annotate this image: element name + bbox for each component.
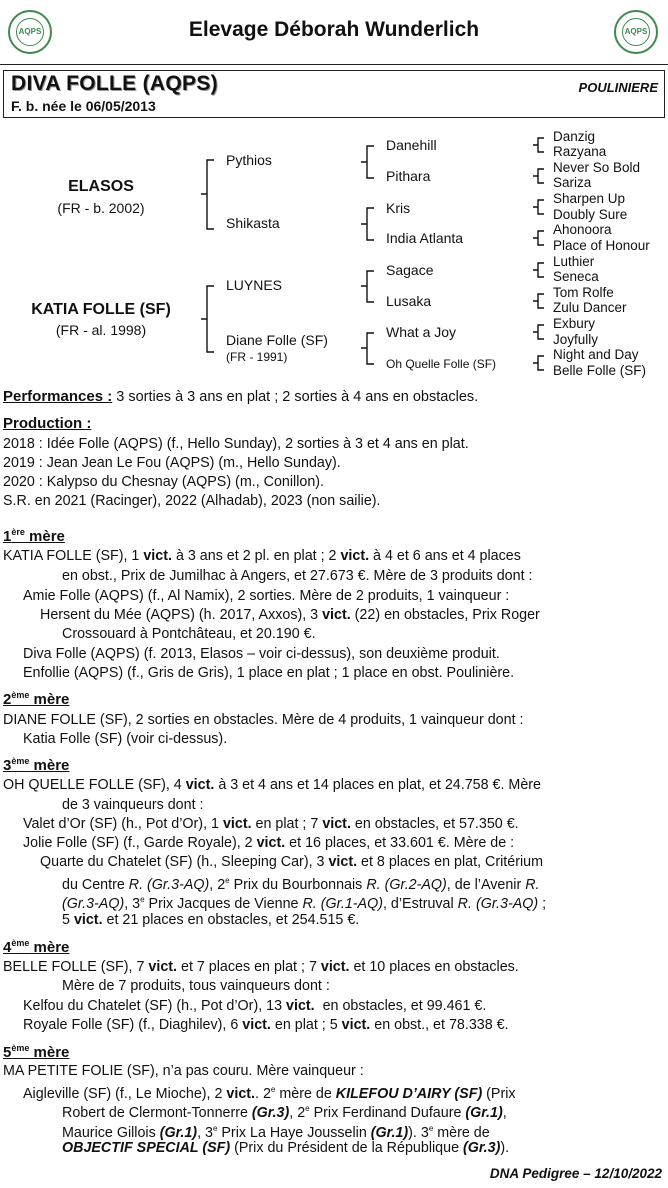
section-mere: 3ème mère xyxy=(3,756,70,774)
horse-type: POULINIERE xyxy=(578,80,658,95)
page-title: Elevage Déborah Wunderlich xyxy=(188,18,480,41)
mere-text: Enfollie (AQPS) (f., Gris de Gris), 1 place en plat ; 1 place en obst. Poulinière. xyxy=(23,665,515,681)
g4-horse: Razyana xyxy=(553,144,607,159)
production-line: 2019 : Jean Jean Le Fou (AQPS) (m., Hello Sunday). xyxy=(3,455,341,471)
mere-text: Aigleville (SF) (f., Le Mioche), 2 vict.. 2e mère de KILEFOU D’AIRY (SF) (Prix xyxy=(23,1085,516,1102)
g4-horse: Belle Folle (SF) xyxy=(553,363,647,378)
dam-name: KATIA FOLLE (SF) xyxy=(31,301,171,318)
production-label: Production : xyxy=(3,415,92,432)
g4-horse: Ahonoora xyxy=(553,222,612,237)
g4-horse: Exbury xyxy=(553,316,596,331)
mere-text: Quarte du Chatelet (SF) (h., Sleeping Car), 3 vict. et 8 places en plat, Critérium xyxy=(40,854,544,870)
mere-text: de 3 vainqueurs dont : xyxy=(62,797,204,813)
g3-horse: Danehill xyxy=(386,137,437,153)
g3-horse: Oh Quelle Folle (SF) xyxy=(386,357,497,371)
mere-text: Amie Folle (AQPS) (f., Al Namix), 2 sorties. Mère de 2 produits, 1 vainqueur : xyxy=(23,588,510,604)
g2-horse-info: (FR - 1991) xyxy=(226,350,288,364)
g4-horse: Never So Bold xyxy=(553,160,641,175)
section-mere: 1ère mère xyxy=(3,527,65,545)
mere-text: Robert de Clermont-Tonnerre (Gr.3), 2e Prix Ferdinand Dufaure (Gr.1), xyxy=(62,1104,507,1121)
section-mere: 5ème mère xyxy=(3,1043,70,1061)
mere-text: OBJECTIF SPECIAL (SF) (Prix du Président de la République (Gr.3)). xyxy=(62,1140,510,1156)
mere-text: en obst., Prix de Jumilhac à Angers, et 27.673 €. Mère de 3 produits dont : xyxy=(62,568,533,584)
g4-horse: Night and Day xyxy=(553,347,639,362)
g3-horse: Lusaka xyxy=(386,293,432,309)
performances-text: 3 sorties à 3 ans en plat ; 2 sorties à 4 ans en obstacles. xyxy=(116,389,479,405)
sire-info: (FR - b. 2002) xyxy=(57,200,145,216)
mere-text: OH QUELLE FOLLE (SF), 4 vict. à 3 et 4 ans et 14 places en plat, et 24.758 €. Mère xyxy=(3,777,542,793)
section-mere: 4ème mère xyxy=(3,938,70,956)
production-line: 2020 : Kalypso du Chesnay (AQPS) (m., Conillon). xyxy=(3,474,325,490)
mere-text: Royale Folle (SF) (f., Diaghilev), 6 vict. en plat ; 5 vict. en obst., et 78.338 €. xyxy=(23,1017,509,1033)
g4-horse: Sariza xyxy=(553,175,592,190)
mere-text: Crossouard à Pontchâteau, et 20.190 €. xyxy=(62,626,316,642)
mere-text: Katia Folle (SF) (voir ci-dessus). xyxy=(23,731,228,747)
production-line: 2018 : Idée Folle (AQPS) (f., Hello Sunday), 2 sorties à 3 et 4 ans en plat. xyxy=(3,436,469,452)
horse-name: DIVA FOLLE (AQPS) xyxy=(11,72,218,95)
section-mere: 2ème mère xyxy=(3,690,70,708)
mere-text: Jolie Folle (SF) (f., Garde Royale), 2 vict. et 16 places, et 33.601 €. Mère de : xyxy=(23,835,515,851)
mere-text: Valet d’Or (SF) (h., Pot d’Or), 1 vict. en plat ; 7 vict. en obstacles, et 57.350 €. xyxy=(23,816,519,832)
mere-text: Kelfou du Chatelet (SF) (h., Pot d’Or), 13 vict. en obstacles, et 99.461 €. xyxy=(23,998,487,1014)
g4-horse: Tom Rolfe xyxy=(553,285,614,300)
g4-horse: Zulu Dancer xyxy=(553,300,627,315)
logo-right-text: AQPS xyxy=(622,18,650,46)
g3-horse: What a Joy xyxy=(386,324,457,340)
logo-left-text: AQPS xyxy=(16,18,44,46)
mere-text: Hersent du Mée (AQPS) (h. 2017, Axxos), 3 vict. (22) en obstacles, Prix Roger xyxy=(40,607,540,623)
g4-horse: Luthier xyxy=(553,254,595,269)
g4-horse: Danzig xyxy=(553,129,596,144)
g2-horse: Pythios xyxy=(226,152,272,168)
mere-text: Mère de 7 produits, tous vainqueurs dont : xyxy=(62,978,330,994)
mere-text: BELLE FOLLE (SF), 7 vict. et 7 places en plat ; 7 vict. et 10 places en obstacles. xyxy=(3,959,519,975)
mere-text: Maurice Gillois (Gr.1), 3e Prix La Haye Jousselin (Gr.1)). 3e mère de xyxy=(62,1124,490,1141)
dam-info: (FR - al. 1998) xyxy=(55,322,147,338)
g2-horse: Diane Folle (SF) xyxy=(226,332,328,348)
mere-text: du Centre R. (Gr.3-AQ), 2e Prix du Bourbonnais R. (Gr.2-AQ), de l’Avenir R. xyxy=(62,876,540,893)
performances xyxy=(3,388,478,406)
sire-name: ELASOS xyxy=(68,178,134,195)
footer-credit: DNA Pedigree – 12/10/2022 xyxy=(489,1166,662,1181)
mere-text: DIANE FOLLE (SF), 2 sorties en obstacles. Mère de 4 produits, 1 vainqueur dont : xyxy=(3,712,524,728)
g3-horse: Pithara xyxy=(386,168,431,184)
g3-horse: India Atlanta xyxy=(386,230,464,246)
g4-horse: Place of Honour xyxy=(553,238,650,253)
horse-details: F. b. née le 06/05/2013 xyxy=(11,98,156,114)
performances-label: Performances : xyxy=(3,388,113,405)
mere-text: (Gr.3-AQ), 3e Prix Jacques de Vienne R. (Gr.1-AQ), d’Estruval R. (Gr.3-AQ) ; xyxy=(62,895,547,912)
g4-horse: Seneca xyxy=(553,269,599,284)
mere-text: 5 vict. et 21 places en obstacles, et 254.515 €. xyxy=(62,912,360,928)
g2-horse: LUYNES xyxy=(226,277,283,293)
mere-text: KATIA FOLLE (SF), 1 vict. à 3 ans et 2 pl. en plat ; 2 vict. à 4 et 6 ans et 4 places xyxy=(3,548,521,564)
production-line: S.R. en 2021 (Racinger), 2022 (Alhadab), 2023 (non sailie). xyxy=(3,493,381,509)
mere-text: Diva Folle (AQPS) (f. 2013, Elasos – voir ci-dessus), son deuxième produit. xyxy=(23,646,500,662)
g2-horse: Shikasta xyxy=(226,215,280,231)
g4-horse: Sharpen Up xyxy=(553,191,626,206)
mere-text: MA PETITE FOLIE (SF), n’a pas couru. Mère vainqueur : xyxy=(3,1063,364,1079)
g3-horse: Sagace xyxy=(386,262,434,278)
g4-horse: Doubly Sure xyxy=(553,207,628,222)
g4-horse: Joyfully xyxy=(553,332,599,347)
g3-horse: Kris xyxy=(386,200,411,216)
